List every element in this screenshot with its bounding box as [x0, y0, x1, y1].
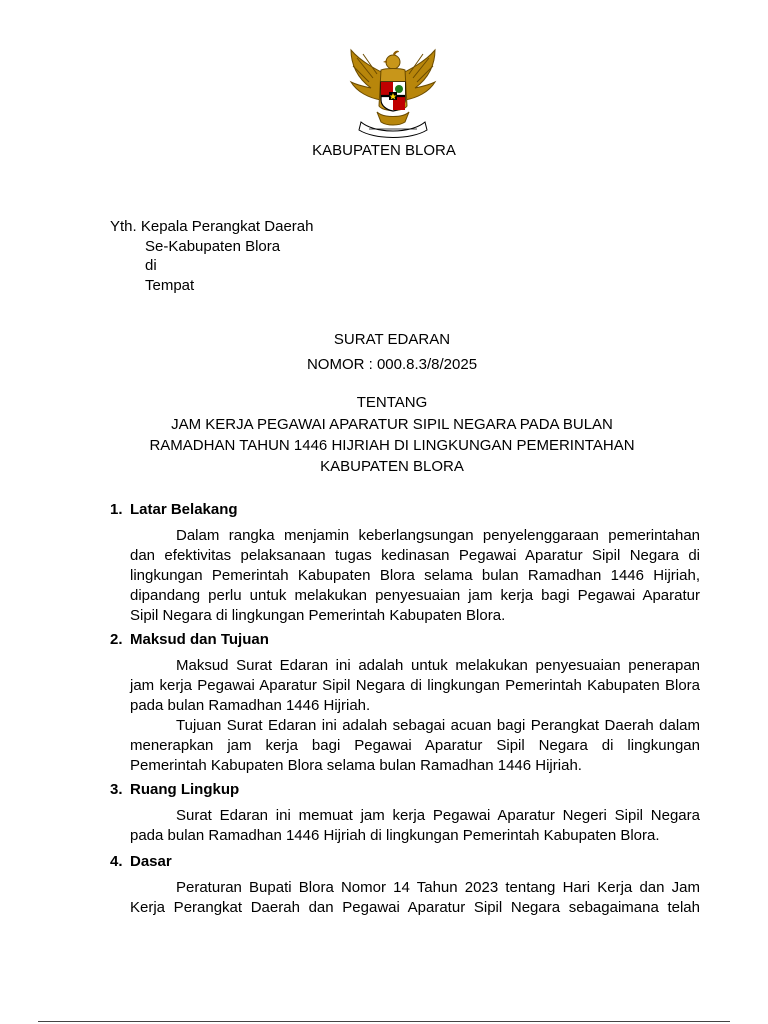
section-heading	[110, 780, 239, 800]
body-line: Dalam rangka menjamin keberlangsungan penyelenggaraan pemerintahan	[176, 527, 700, 544]
regency-name: KABUPATEN BLORA	[312, 142, 456, 159]
section-title: Maksud dan Tujuan	[130, 631, 269, 648]
section-heading	[110, 500, 238, 520]
body-line: dan efektivitas pelaksanaan tugas kedinasan Pegawai Aparatur Sipil Negara di	[130, 547, 700, 564]
section-body	[130, 878, 700, 918]
about-label: TENTANG	[356, 394, 428, 411]
section-body	[130, 806, 700, 846]
body-line: pada bulan Ramadhan 1446 Hijriah.	[130, 697, 371, 714]
document-type: SURAT EDARAN	[333, 331, 451, 348]
addressee-line: Yth. Kepala Perangkat Daerah	[110, 218, 314, 235]
addressee-line: Se-Kabupaten Blora	[145, 238, 281, 255]
document-subject	[110, 414, 674, 477]
section-title: Latar Belakang	[130, 501, 238, 518]
body-line: Kerja Perangkat Daerah dan Pegawai Aparatur Sipil Negara sebagaimana telah	[130, 899, 700, 916]
body-line: menerapkan jam kerja bagi Pegawai Aparatur Sipil Negara di lingkungan	[130, 737, 700, 754]
subject-line: KABUPATEN BLORA	[320, 458, 464, 475]
body-line: Maksud Surat Edaran ini adalah untuk melakukan penyesuaian penerapan	[176, 657, 700, 674]
garuda-emblem-icon	[347, 48, 439, 138]
subject-line: RAMADHAN TAHUN 1446 HIJRIAH DI LINGKUNGAN PEMERINTAHAN	[149, 437, 635, 454]
body-line: pada bulan Ramadhan 1446 Hijriah di lingkungan Pemerintah Kabupaten Blora.	[130, 827, 660, 844]
section-body	[130, 526, 700, 626]
body-line: Tujuan Surat Edaran ini adalah sebagai acuan bagi Perangkat Daerah dalam	[176, 717, 700, 734]
section-heading	[110, 852, 172, 872]
body-line: Pemerintah Kabupaten Blora selama bulan Ramadhan 1446 Hijriah.	[130, 757, 582, 774]
addressee-line: di	[145, 257, 157, 274]
section-number: 3.	[110, 781, 123, 798]
section-title: Ruang Lingkup	[130, 781, 240, 798]
page-bottom-divider	[38, 1021, 730, 1022]
body-line: dipandang perlu untuk melakukan penyesuaian jam kerja bagi Pegawai Aparatur	[130, 587, 700, 604]
section-number: 2.	[110, 631, 123, 648]
section-title: Dasar	[130, 853, 172, 870]
section-number: 4.	[110, 853, 123, 870]
body-line: jam kerja Pegawai Aparatur Sipil Negara di lingkungan Pemerintah Kabupaten Blora	[130, 677, 700, 694]
body-line: Surat Edaran ini memuat jam kerja Pegawai Aparatur Negeri Sipil Negara	[176, 807, 700, 824]
body-line: lingkungan Pemerintah Kabupaten Blora selama bulan Ramadhan 1446 Hijriah,	[130, 567, 700, 584]
section-number: 1.	[110, 501, 123, 518]
section-heading	[110, 630, 269, 650]
subject-line: JAM KERJA PEGAWAI APARATUR SIPIL NEGARA PADA BULAN	[171, 416, 613, 433]
addressee-line: Tempat	[145, 277, 195, 294]
body-line: Sipil Negara di lingkungan Pemerintah Kabupaten Blora.	[130, 607, 506, 624]
body-line: Peraturan Bupati Blora Nomor 14 Tahun 2023 tentang Hari Kerja dan Jam	[176, 879, 700, 896]
section-body	[130, 656, 700, 776]
document-number: NOMOR : 000.8.3/8/2025	[306, 356, 478, 373]
